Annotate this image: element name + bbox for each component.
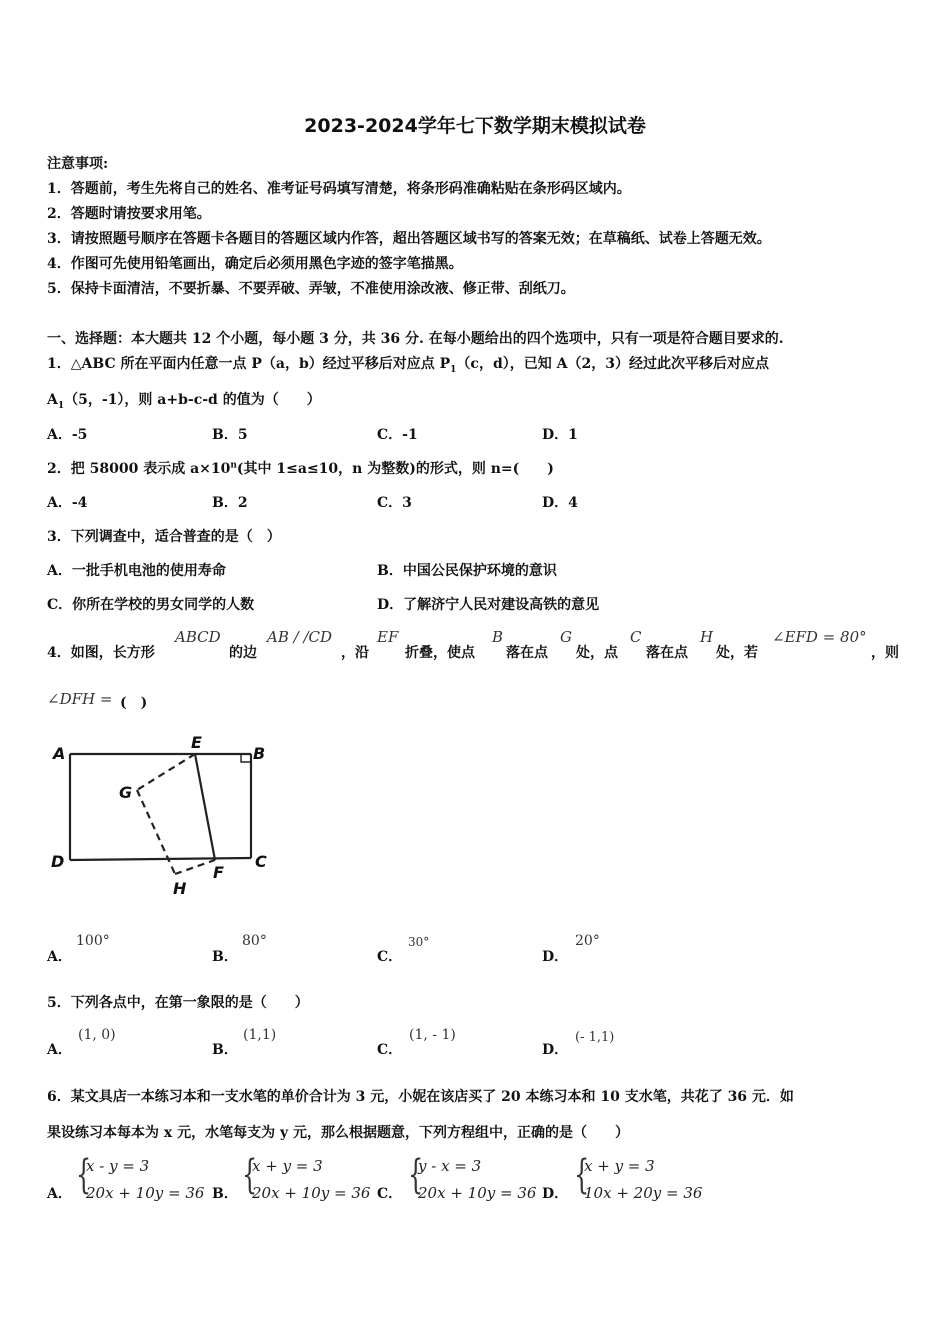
question-4-stem-part: ，则	[871, 645, 899, 661]
q5-option-b-value: (1,1)	[243, 1027, 277, 1043]
edge-dc	[70, 858, 251, 860]
notice-item: 4．作图可先使用铅笔画出，确定后必须用黑色字迹的签字笔描黑。	[47, 256, 463, 272]
label-b: B	[253, 744, 266, 763]
question-4-stem-part: 落在点	[646, 645, 688, 661]
brace-icon: {	[408, 1152, 424, 1198]
label-d: D	[51, 852, 65, 871]
q5-option-a-value: (1, 0)	[78, 1027, 116, 1043]
label-g: G	[119, 783, 133, 802]
math-ef: EF	[377, 628, 399, 646]
brace-icon: {	[574, 1152, 590, 1198]
math-abcd: ABCD	[175, 628, 221, 646]
q4-option-b-letter: B．	[212, 949, 238, 965]
question-4-blank: ( )	[120, 695, 148, 711]
q2-option-d: D．4	[542, 495, 578, 511]
q6-option-d-letter: D．	[542, 1186, 569, 1202]
question-1-stem: 1．△ABC 所在平面内任意一点 P（a，b）经过平移后对应点 $P_1(c$，d），已知 A（2，3）经过此次平移后对应点	[47, 356, 769, 375]
question-6-stem-cont: 果设练习本每本为 x 元，水笔每支为 y 元，那么根据题意，下列方程组中，正确的是（ ）	[47, 1125, 629, 1141]
math-angle-dfh: ∠DFH =	[47, 690, 113, 708]
question-4-stem-part: 处，若	[716, 645, 758, 661]
q4-option-c-value: 30°	[408, 935, 430, 949]
dashed-eg	[137, 754, 195, 790]
q2-option-b: B．2	[212, 495, 248, 511]
q2-option-a: A．-4	[47, 495, 88, 511]
folded-rectangle-figure	[45, 728, 285, 900]
dashed-hf	[175, 860, 215, 874]
q5-option-a-letter: A．	[47, 1042, 72, 1058]
section-heading: 一、选择题：本大题共 12 个小题，每小题 3 分，共 36 分. 在每小题给出的四个选项中，只有一项是符合题目要求的.	[47, 331, 784, 347]
right-angle-mark	[241, 754, 251, 762]
q6-option-c-letter: C．	[377, 1186, 403, 1202]
question-4-stem-part: 的边	[229, 645, 257, 661]
question-2-stem: 2．把 58000 表示成 $a\times 10^n$(其中 1≤a≤10，n 为整数)的形式，则 n=( )	[47, 460, 554, 477]
question-5-stem: 5．下列各点中，在第一象限的是（ ）	[47, 995, 309, 1011]
q4-option-d-value: 20°	[575, 933, 600, 949]
label-a: A	[53, 744, 66, 763]
q3-option-b: B．中国公民保护环境的意识	[377, 563, 557, 579]
label-e: E	[191, 733, 202, 752]
math-angle-efd: ∠EFD = 80°	[772, 628, 867, 646]
question-4-stem-part: 折叠，使点	[405, 645, 475, 661]
notice-item: 1．答题前，考生先将自己的姓名、准考证号码填写清楚，将条形码准确粘贴在条形码区域内。	[47, 181, 631, 197]
q6-option-d-system: { x + y = 3 10x + 20y = 36	[574, 1152, 703, 1202]
question-6-stem: 6．某文具店一本练习本和一支水笔的单价合计为 3 元，小妮在该店买了 20 本练习本和 10 支水笔，共花了 36 元．如	[47, 1089, 794, 1105]
question-4-stem-part: 落在点	[506, 645, 548, 661]
question-4-stem-part: ，沿	[341, 645, 369, 661]
question-1-stem-cont: $A_1(5$，-1），则 a+b-c-d 的值为（ ）	[47, 392, 321, 411]
q1-option-a: A．-5	[47, 427, 88, 443]
q4-option-c-letter: C．	[377, 949, 403, 965]
q5-option-d-value: (- 1,1)	[575, 1030, 615, 1045]
q6-option-a-system: { x - y = 3 20x + 10y = 36	[76, 1152, 205, 1202]
q4-option-d-letter: D．	[542, 949, 569, 965]
q5-option-d-letter: D．	[542, 1042, 569, 1058]
q6-option-b-letter: B．	[212, 1186, 238, 1202]
math-c: C	[630, 628, 642, 646]
brace-icon: {	[242, 1152, 258, 1198]
q6-option-a-letter: A．	[47, 1186, 72, 1202]
math-ab-parallel-cd: AB / /CD	[267, 628, 333, 646]
dashed-gh	[137, 790, 175, 874]
q3-option-d: D．了解济宁人民对建设高铁的意见	[377, 597, 600, 613]
label-h: H	[173, 879, 187, 898]
notice-item: 2．答题时请按要求用笔。	[47, 206, 211, 222]
math-b: B	[492, 628, 504, 646]
q5-option-c-letter: C．	[377, 1042, 403, 1058]
page-title: 2023-2024学年七下数学期末模拟试卷	[304, 115, 646, 137]
math-g: G	[560, 628, 572, 646]
notice-item: 5．保持卡面清洁，不要折暴、不要弄破、弄皱，不准使用涂改液、修正带、刮纸刀。	[47, 281, 575, 297]
q2-option-c: C．3	[377, 495, 412, 511]
question-4-stem-part: 4．如图，长方形	[47, 645, 155, 661]
q5-option-b-letter: B．	[212, 1042, 238, 1058]
notice-item: 3．请按照题号顺序在答题卡各题目的答题区域内作答，超出答题区域书写的答案无效；在草稿纸、试卷上答题无效。	[47, 231, 771, 247]
label-c: C	[255, 852, 267, 871]
math-h: H	[700, 628, 714, 646]
q6-option-b-system: { x + y = 3 20x + 10y = 36	[242, 1152, 371, 1202]
q1-option-d: D．1	[542, 427, 578, 443]
q4-option-a-value: 100°	[76, 933, 110, 949]
q3-option-c: C．你所在学校的男女同学的人数	[47, 597, 255, 613]
question-3-stem: 3．下列调查中，适合普查的是（ ）	[47, 529, 281, 545]
q1-option-c: C．-1	[377, 427, 418, 443]
q4-option-a-letter: A．	[47, 949, 72, 965]
q6-option-c-system: { y - x = 3 20x + 10y = 36	[408, 1152, 537, 1202]
question-4-stem-part: 处，点	[576, 645, 618, 661]
q1-option-b: B．5	[212, 427, 248, 443]
fold-line-ef	[195, 754, 215, 860]
label-f: F	[213, 863, 224, 882]
notice-heading: 注意事项:	[47, 156, 109, 172]
q5-option-c-value: (1, - 1)	[409, 1027, 456, 1043]
q3-option-a: A．一批手机电池的使用寿命	[47, 563, 226, 579]
q4-option-b-value: 80°	[242, 933, 267, 949]
brace-icon: {	[76, 1152, 92, 1198]
